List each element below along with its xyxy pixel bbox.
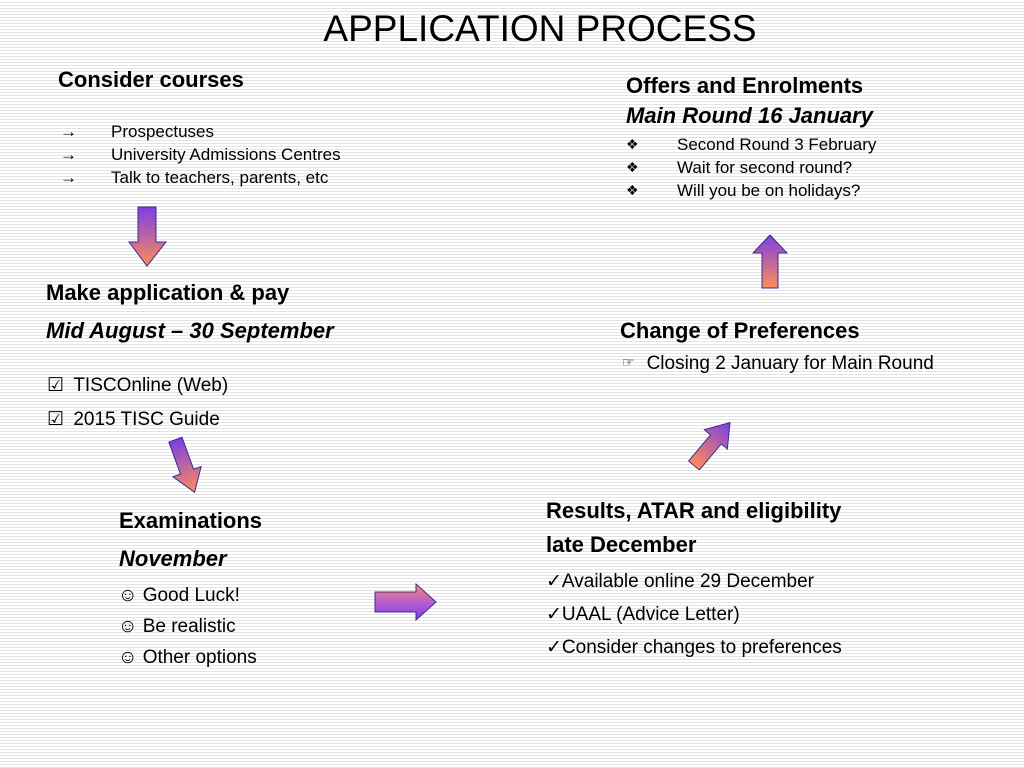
list-item: → Talk to teachers, parents, etc <box>60 168 329 187</box>
smiley-icon: ☺ <box>118 585 138 606</box>
flow-arrow-down-icon <box>128 206 168 268</box>
offers-list <box>626 133 1016 202</box>
list-item: ❖ Will you be on holidays? <box>626 181 861 200</box>
flow-arrow-diagonal-down-icon <box>160 436 210 496</box>
checkbox-icon: ☑ <box>47 409 65 430</box>
offers-heading: Offers and Enrolments <box>626 73 864 98</box>
checkbox-icon: ☑ <box>47 375 65 396</box>
list-item: ☺ Other options <box>118 647 257 668</box>
list-item: → Prospectuses <box>60 122 214 141</box>
list-item: ❖ Wait for second round? <box>626 158 853 177</box>
arrow-bullet-icon: → <box>60 168 77 187</box>
list-item: ☺ Good Luck! <box>118 585 240 606</box>
page-title: APPLICATION PROCESS <box>323 8 757 49</box>
examinations-when: November <box>119 546 227 571</box>
list-item: ☺ Be realistic <box>118 616 236 637</box>
smiley-icon: ☺ <box>118 616 138 637</box>
checkmark-icon: ✓ <box>546 604 562 625</box>
results-date: late December <box>546 532 697 557</box>
application-list <box>47 369 228 437</box>
arrow-bullet-icon: → <box>60 122 77 141</box>
list-item: → University Admissions Centres <box>60 145 341 164</box>
list-item: ☑ TISCOnline (Web) <box>47 375 229 396</box>
diamond-bullet-icon: ❖ <box>626 159 639 175</box>
flow-arrow-diagonal-up-icon <box>684 418 740 470</box>
application-dates: Mid August – 30 September <box>46 318 334 343</box>
flow-arrow-up-icon <box>752 234 788 290</box>
consider-courses-heading: Consider courses <box>58 67 244 92</box>
application-heading: Make application & pay <box>46 280 290 305</box>
results-heading: Results, ATAR and eligibility <box>546 498 842 523</box>
consider-courses-list <box>60 120 460 189</box>
list-item: ❖ Second Round 3 February <box>626 135 877 154</box>
checkmark-icon: ✓ <box>546 571 562 592</box>
list-item: ✓UAAL (Advice Letter) <box>546 604 740 625</box>
preferences-heading: Change of Preferences <box>620 318 860 343</box>
list-item: ☞ Closing 2 January for Main Round <box>622 353 934 374</box>
diamond-bullet-icon: ❖ <box>626 182 639 198</box>
preferences-list <box>622 353 934 375</box>
flow-arrow-right-icon <box>374 583 438 621</box>
list-item: ☑ 2015 TISC Guide <box>47 409 220 430</box>
results-list <box>546 565 842 664</box>
list-item: ✓Consider changes to preferences <box>546 637 842 658</box>
examinations-heading: Examinations <box>119 508 263 533</box>
smiley-icon: ☺ <box>118 647 138 668</box>
pointing-hand-icon: ☞ <box>622 354 635 370</box>
offers-main-round: Main Round 16 January <box>626 103 873 128</box>
arrow-bullet-icon: → <box>60 145 77 164</box>
examinations-list <box>118 580 257 673</box>
diamond-bullet-icon: ❖ <box>626 136 639 152</box>
checkmark-icon: ✓ <box>546 637 562 658</box>
list-item: ✓Available online 29 December <box>546 571 815 592</box>
